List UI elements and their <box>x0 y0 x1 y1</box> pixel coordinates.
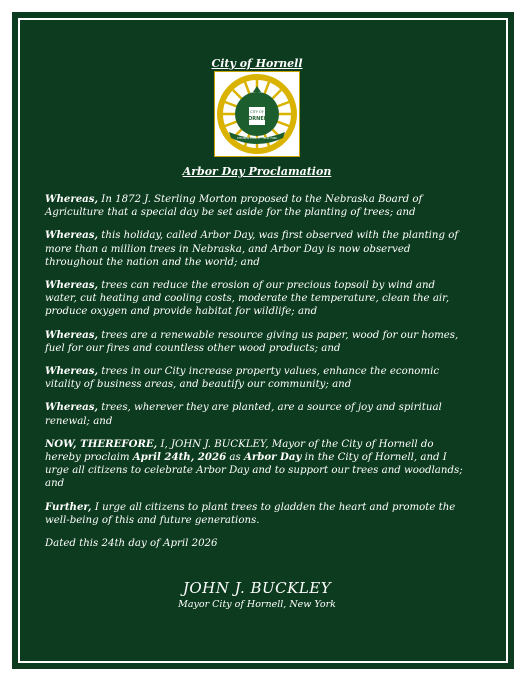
therefore-text-1: I, JOHN J. BUCKLEY, Mayor of the City of Hornell do hereby proclaim <box>45 438 434 464</box>
whereas-paragraph-1 <box>45 193 469 219</box>
paragraph-lead: Whereas, <box>45 328 99 341</box>
paragraph-text: trees, wherever they are planted, are a source of joy and spiritual renewal; and <box>45 402 442 427</box>
therefore-text-3: in the City of Hornell, and I urge all citizens to celebrate Arbor Day and to support our trees and woodlands; and <box>45 452 463 490</box>
paragraph-text: trees can reduce the erosion of our precious topsoil by wind and water, cut heating and cooling costs, moderate the temperature, clean the air, produce oxygen and provide habitat for wildlife; and <box>45 280 450 318</box>
arbor-day-label: Arbor Day <box>243 451 302 464</box>
paragraph-text: this holiday, called Arbor Day, was first observed with the planting of more than a million trees in Nebraska, and Arbor Day is now observed throughout the nation and the world; and <box>45 230 459 268</box>
seal-center-text: HORNELL <box>243 116 271 122</box>
paragraph-text: trees in our City increase property values, enhance the economic vitality of business areas, and beautify our community; and <box>45 366 440 391</box>
mayor-name: JOHN J. BUCKLEY <box>182 579 332 597</box>
paragraph-lead: Whereas, <box>45 193 99 205</box>
paragraph-text: trees are a renewable resource giving us paper, wood for our homes, fuel for our fires and countless other wood products; and <box>45 329 459 354</box>
proclamation-content <box>31 57 483 637</box>
signature-block <box>31 579 483 610</box>
paragraph-lead: Whereas, <box>45 229 99 242</box>
paragraph-lead: Whereas, <box>45 401 99 414</box>
city-seal <box>214 71 300 157</box>
therefore-paragraph <box>45 438 469 491</box>
proclamation-title: Arbor Day Proclamation <box>182 165 332 178</box>
proclamation-text <box>45 193 469 560</box>
whereas-paragraph-5 <box>45 365 469 391</box>
whereas-paragraph-3 <box>45 279 469 319</box>
seal-top-text: CITY OF <box>250 110 264 114</box>
further-text: I urge all citizens to plant trees to gladden the heart and promote the well-being of this and future generations. <box>45 501 456 526</box>
mayor-title: Mayor City of Hornell, New York <box>178 599 336 610</box>
seal-ribbon-text: STEUBEN COUNTY - NEW YORK <box>236 137 278 140</box>
paragraph-lead: Whereas, <box>45 365 99 378</box>
whereas-paragraph-6 <box>45 401 469 427</box>
further-paragraph <box>45 501 469 527</box>
therefore-lead: NOW, THEREFORE, <box>45 437 158 450</box>
whereas-paragraph-4 <box>45 329 469 355</box>
dated-line: Dated this 24th day of April 2026 <box>45 538 218 550</box>
therefore-text-2: as <box>226 452 244 464</box>
paragraph-lead: Whereas, <box>45 279 99 292</box>
city-seal-icon <box>215 72 299 156</box>
arbor-day-date: April 24th, 2026 <box>132 451 227 464</box>
whereas-paragraph-2 <box>45 229 469 269</box>
further-lead: Further, <box>45 500 92 513</box>
city-title: City of Hornell <box>211 57 303 70</box>
paragraph-text: In 1872 J. Sterling Morton proposed to the Nebraska Board of Agriculture that a special day be set aside for the planting of trees; and <box>45 194 423 219</box>
